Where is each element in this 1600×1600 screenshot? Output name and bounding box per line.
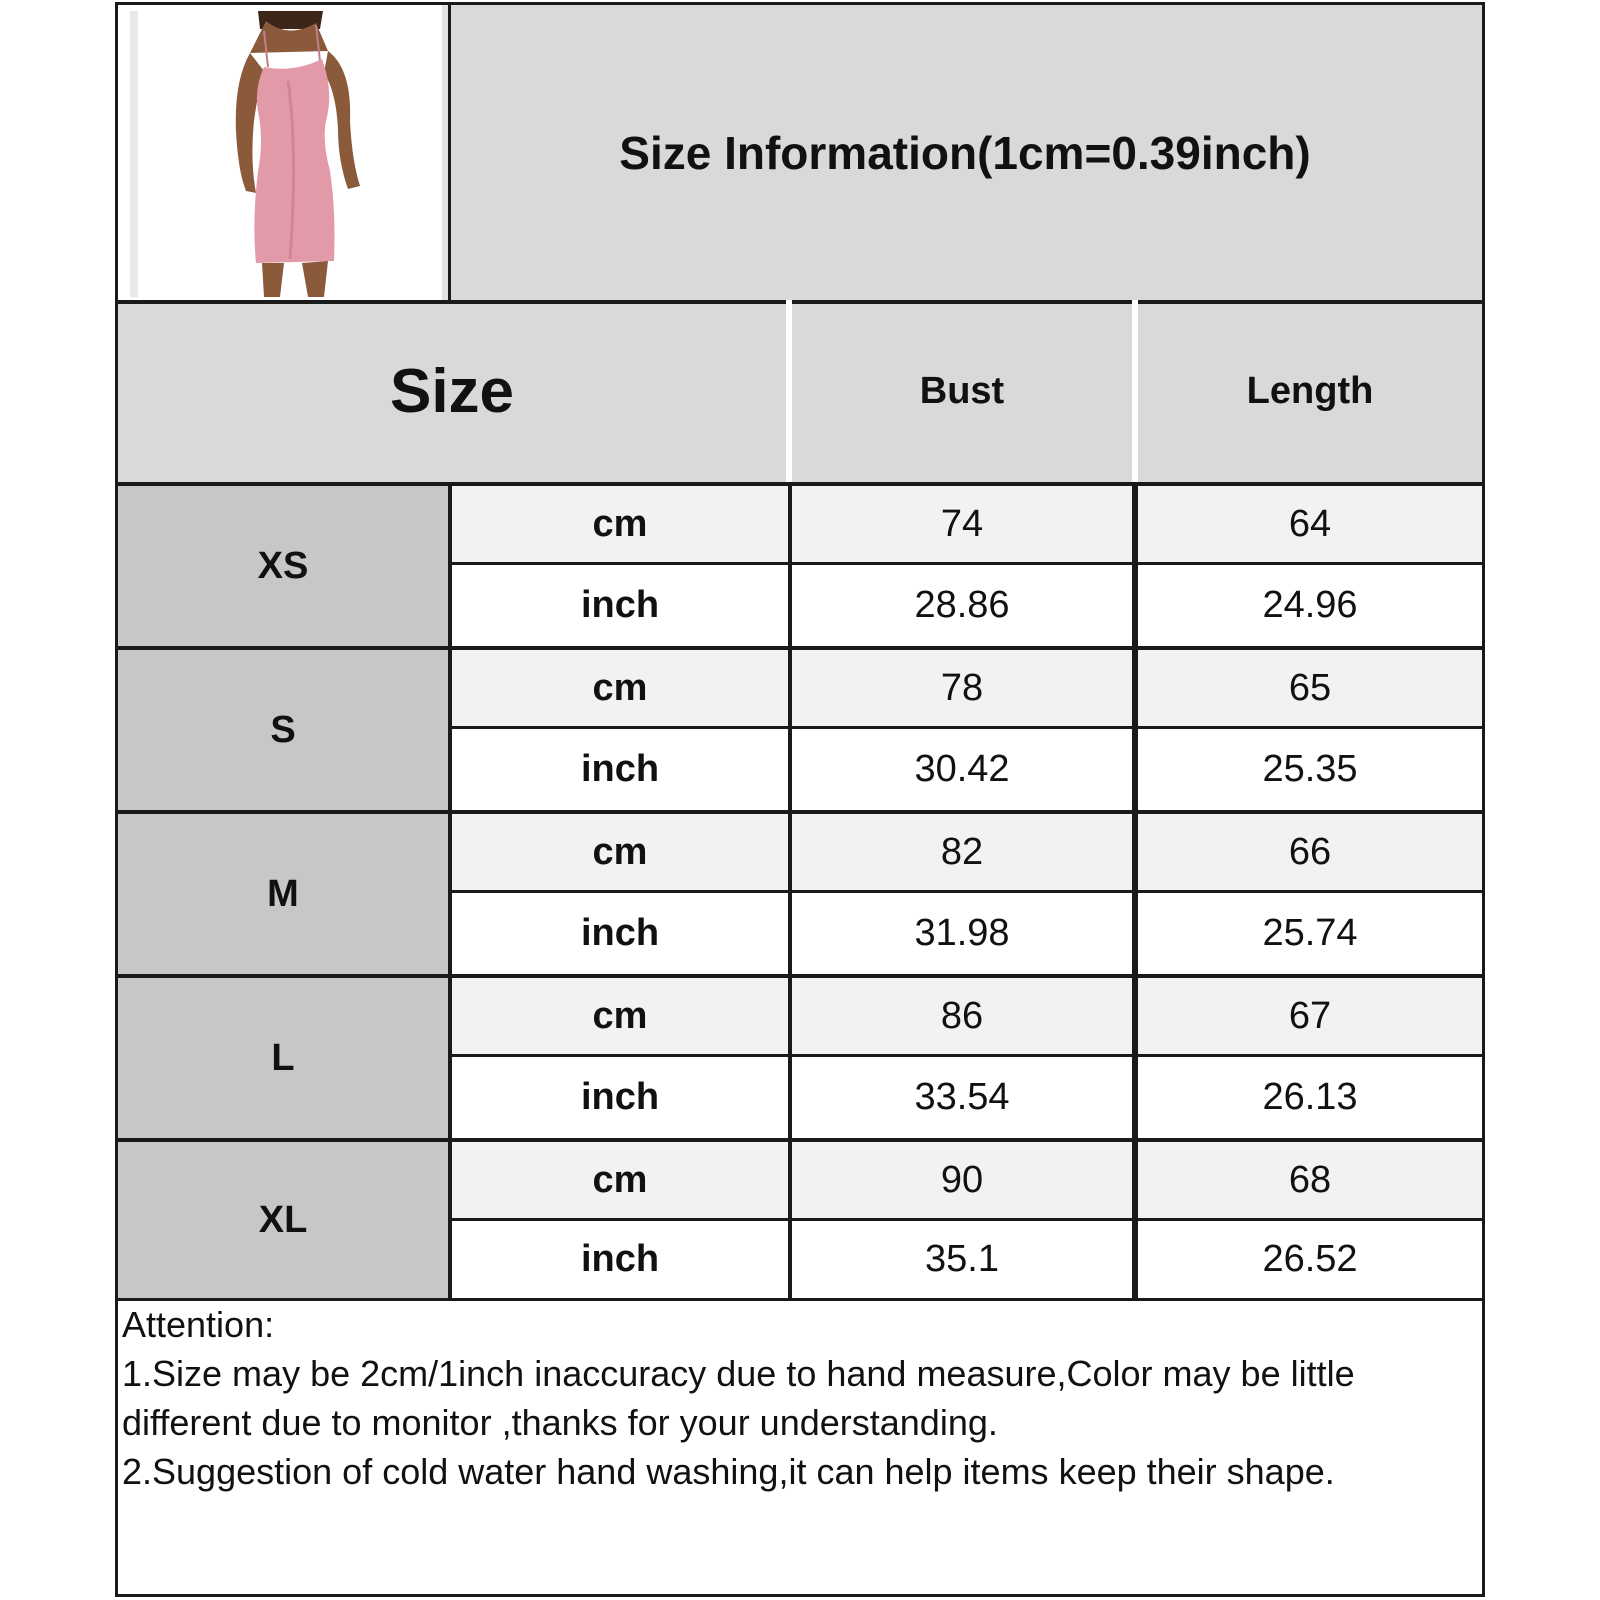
unit-inch: inch bbox=[452, 565, 788, 646]
bust-cm-value: 90 bbox=[792, 1142, 1132, 1218]
bust-cm-value: 74 bbox=[792, 486, 1132, 562]
unit-inch: inch bbox=[452, 1221, 788, 1298]
column-header-bust: Bust bbox=[792, 300, 1132, 482]
length-cm-value: 65 bbox=[1138, 650, 1482, 726]
column-header-size: Size bbox=[118, 300, 786, 482]
length-inch-value: 26.52 bbox=[1138, 1221, 1482, 1298]
divider bbox=[788, 482, 792, 1298]
dress-model-illustration bbox=[138, 11, 438, 297]
product-photo bbox=[130, 11, 438, 297]
bust-inch-value: 28.86 bbox=[792, 565, 1132, 646]
length-inch-value: 25.74 bbox=[1138, 893, 1482, 974]
bust-cm-value: 78 bbox=[792, 650, 1132, 726]
size-label-xl: XL bbox=[118, 1142, 448, 1298]
divider bbox=[448, 482, 452, 1298]
divider bbox=[118, 300, 1482, 304]
column-header-length: Length bbox=[1138, 300, 1482, 482]
length-cm-value: 68 bbox=[1138, 1142, 1482, 1218]
length-inch-value: 26.13 bbox=[1138, 1057, 1482, 1138]
divider bbox=[448, 5, 451, 300]
product-photo-cell bbox=[118, 5, 448, 300]
notes-heading: Attention: bbox=[122, 1304, 275, 1345]
bust-cm-value: 86 bbox=[792, 978, 1132, 1054]
page-title: Size Information(1cm=0.39inch) bbox=[448, 5, 1482, 300]
notes-line-2: 2.Suggestion of cold water hand washing,it can help items keep their shape. bbox=[122, 1451, 1335, 1492]
bust-inch-value: 33.54 bbox=[792, 1057, 1132, 1138]
length-cm-value: 64 bbox=[1138, 486, 1482, 562]
unit-cm: cm bbox=[452, 978, 788, 1054]
unit-inch: inch bbox=[452, 1057, 788, 1138]
unit-cm: cm bbox=[452, 814, 788, 890]
length-inch-value: 25.35 bbox=[1138, 729, 1482, 810]
unit-inch: inch bbox=[452, 893, 788, 974]
notes-line-1: 1.Size may be 2cm/1inch inaccuracy due to hand measure,Color may be little different due to monitor ,thanks for your understanding. bbox=[122, 1353, 1355, 1443]
attention-notes bbox=[122, 1300, 1472, 1496]
unit-cm: cm bbox=[452, 1142, 788, 1218]
bust-inch-value: 31.98 bbox=[792, 893, 1132, 974]
unit-inch: inch bbox=[452, 729, 788, 810]
divider bbox=[786, 300, 792, 482]
bust-cm-value: 82 bbox=[792, 814, 1132, 890]
bust-inch-value: 35.1 bbox=[792, 1221, 1132, 1298]
divider bbox=[1132, 482, 1138, 1298]
size-chart bbox=[115, 2, 1485, 1597]
bust-inch-value: 30.42 bbox=[792, 729, 1132, 810]
length-inch-value: 24.96 bbox=[1138, 565, 1482, 646]
length-cm-value: 66 bbox=[1138, 814, 1482, 890]
size-label-xs: XS bbox=[118, 486, 448, 646]
size-label-l: L bbox=[118, 978, 448, 1138]
unit-cm: cm bbox=[452, 486, 788, 562]
length-cm-value: 67 bbox=[1138, 978, 1482, 1054]
size-label-m: M bbox=[118, 814, 448, 974]
unit-cm: cm bbox=[452, 650, 788, 726]
divider bbox=[1132, 300, 1138, 482]
size-label-s: S bbox=[118, 650, 448, 810]
